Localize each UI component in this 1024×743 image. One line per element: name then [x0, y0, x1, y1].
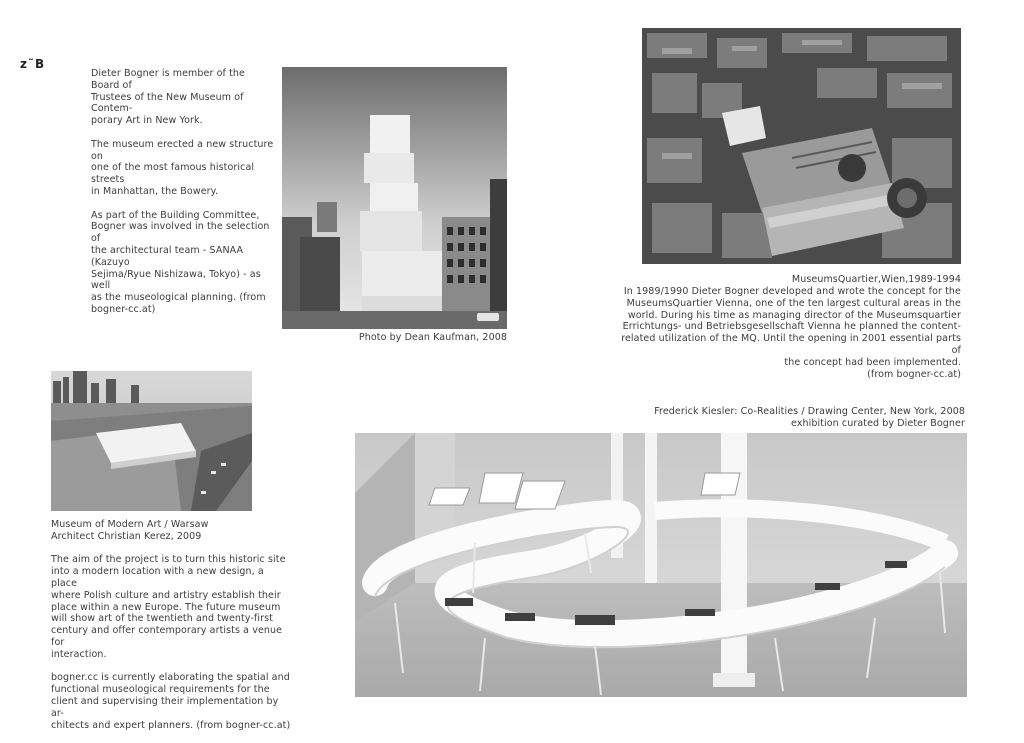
new-museum-photo-caption: Photo by Dean Kaufman, 2008: [358, 332, 507, 343]
museumsquartier-description: In 1989/1990 Dieter Bogner developed and wrote the concept for the MuseumsQuartier Vienna, one of the ten largest cultural areas in the world. During his time as managing director of the Museumsquartier Errichtungs- und Betriebsgesellschaft Vienna he planned the content- related utilization of the MQ. Until the opening in 2001 essential parts of the concept had been implemented. (from bogner-cc.at): [621, 286, 961, 380]
warsaw-text: [51, 519, 291, 743]
new-museum-paragraph: Dieter Bogner is member of the Board of Trustees of the New Museum of Contem- porary Art in New York.: [91, 68, 245, 127]
new-museum-text: [91, 68, 276, 328]
new-museum-paragraph: As part of the Building Committee, Bogner was involved in the selection of the architectural team - SANAA (Kazuyo Sejima/Ryue Nishizawa, Tokyo) - as well as the museological planning. (from bogner-cc.at): [91, 209, 270, 315]
museumsquartier-title: MuseumsQuartier,Wien,1989-1994: [791, 274, 961, 285]
bogner-logo: z˜B: [20, 57, 46, 71]
warsaw-caption: Museum of Modern Art / Warsaw Architect Christian Kerez, 2009: [51, 519, 209, 542]
warsaw-museum-photo: [51, 371, 252, 511]
museumsquartier-aerial-photo: [642, 28, 961, 264]
kiesler-exhibition-photo: [355, 433, 967, 697]
warsaw-paragraph: The aim of the project is to turn this historic site into a modern location with a new design, a place where Polish culture and artistry establish their place within a new Europe. The future museum will show art of the twentieth and twenty-first century and offer contemporary artists a venue for interaction.: [51, 554, 286, 660]
warsaw-paragraph: bogner.cc is currently elaborating the spatial and functional museological requirements for the client and supervising their implementation by ar- chitects and expert planners. (from bogner-cc.at): [51, 672, 291, 731]
new-museum-photo: [282, 67, 507, 329]
new-museum-paragraph: The museum erected a new structure on one of the most famous historical streets in Manhattan, the Bowery.: [91, 138, 274, 197]
kiesler-caption: Frederick Kiesler: Co-Realities / Drawing Center, New York, 2008 exhibition curated by Dieter Bogner: [654, 406, 965, 429]
